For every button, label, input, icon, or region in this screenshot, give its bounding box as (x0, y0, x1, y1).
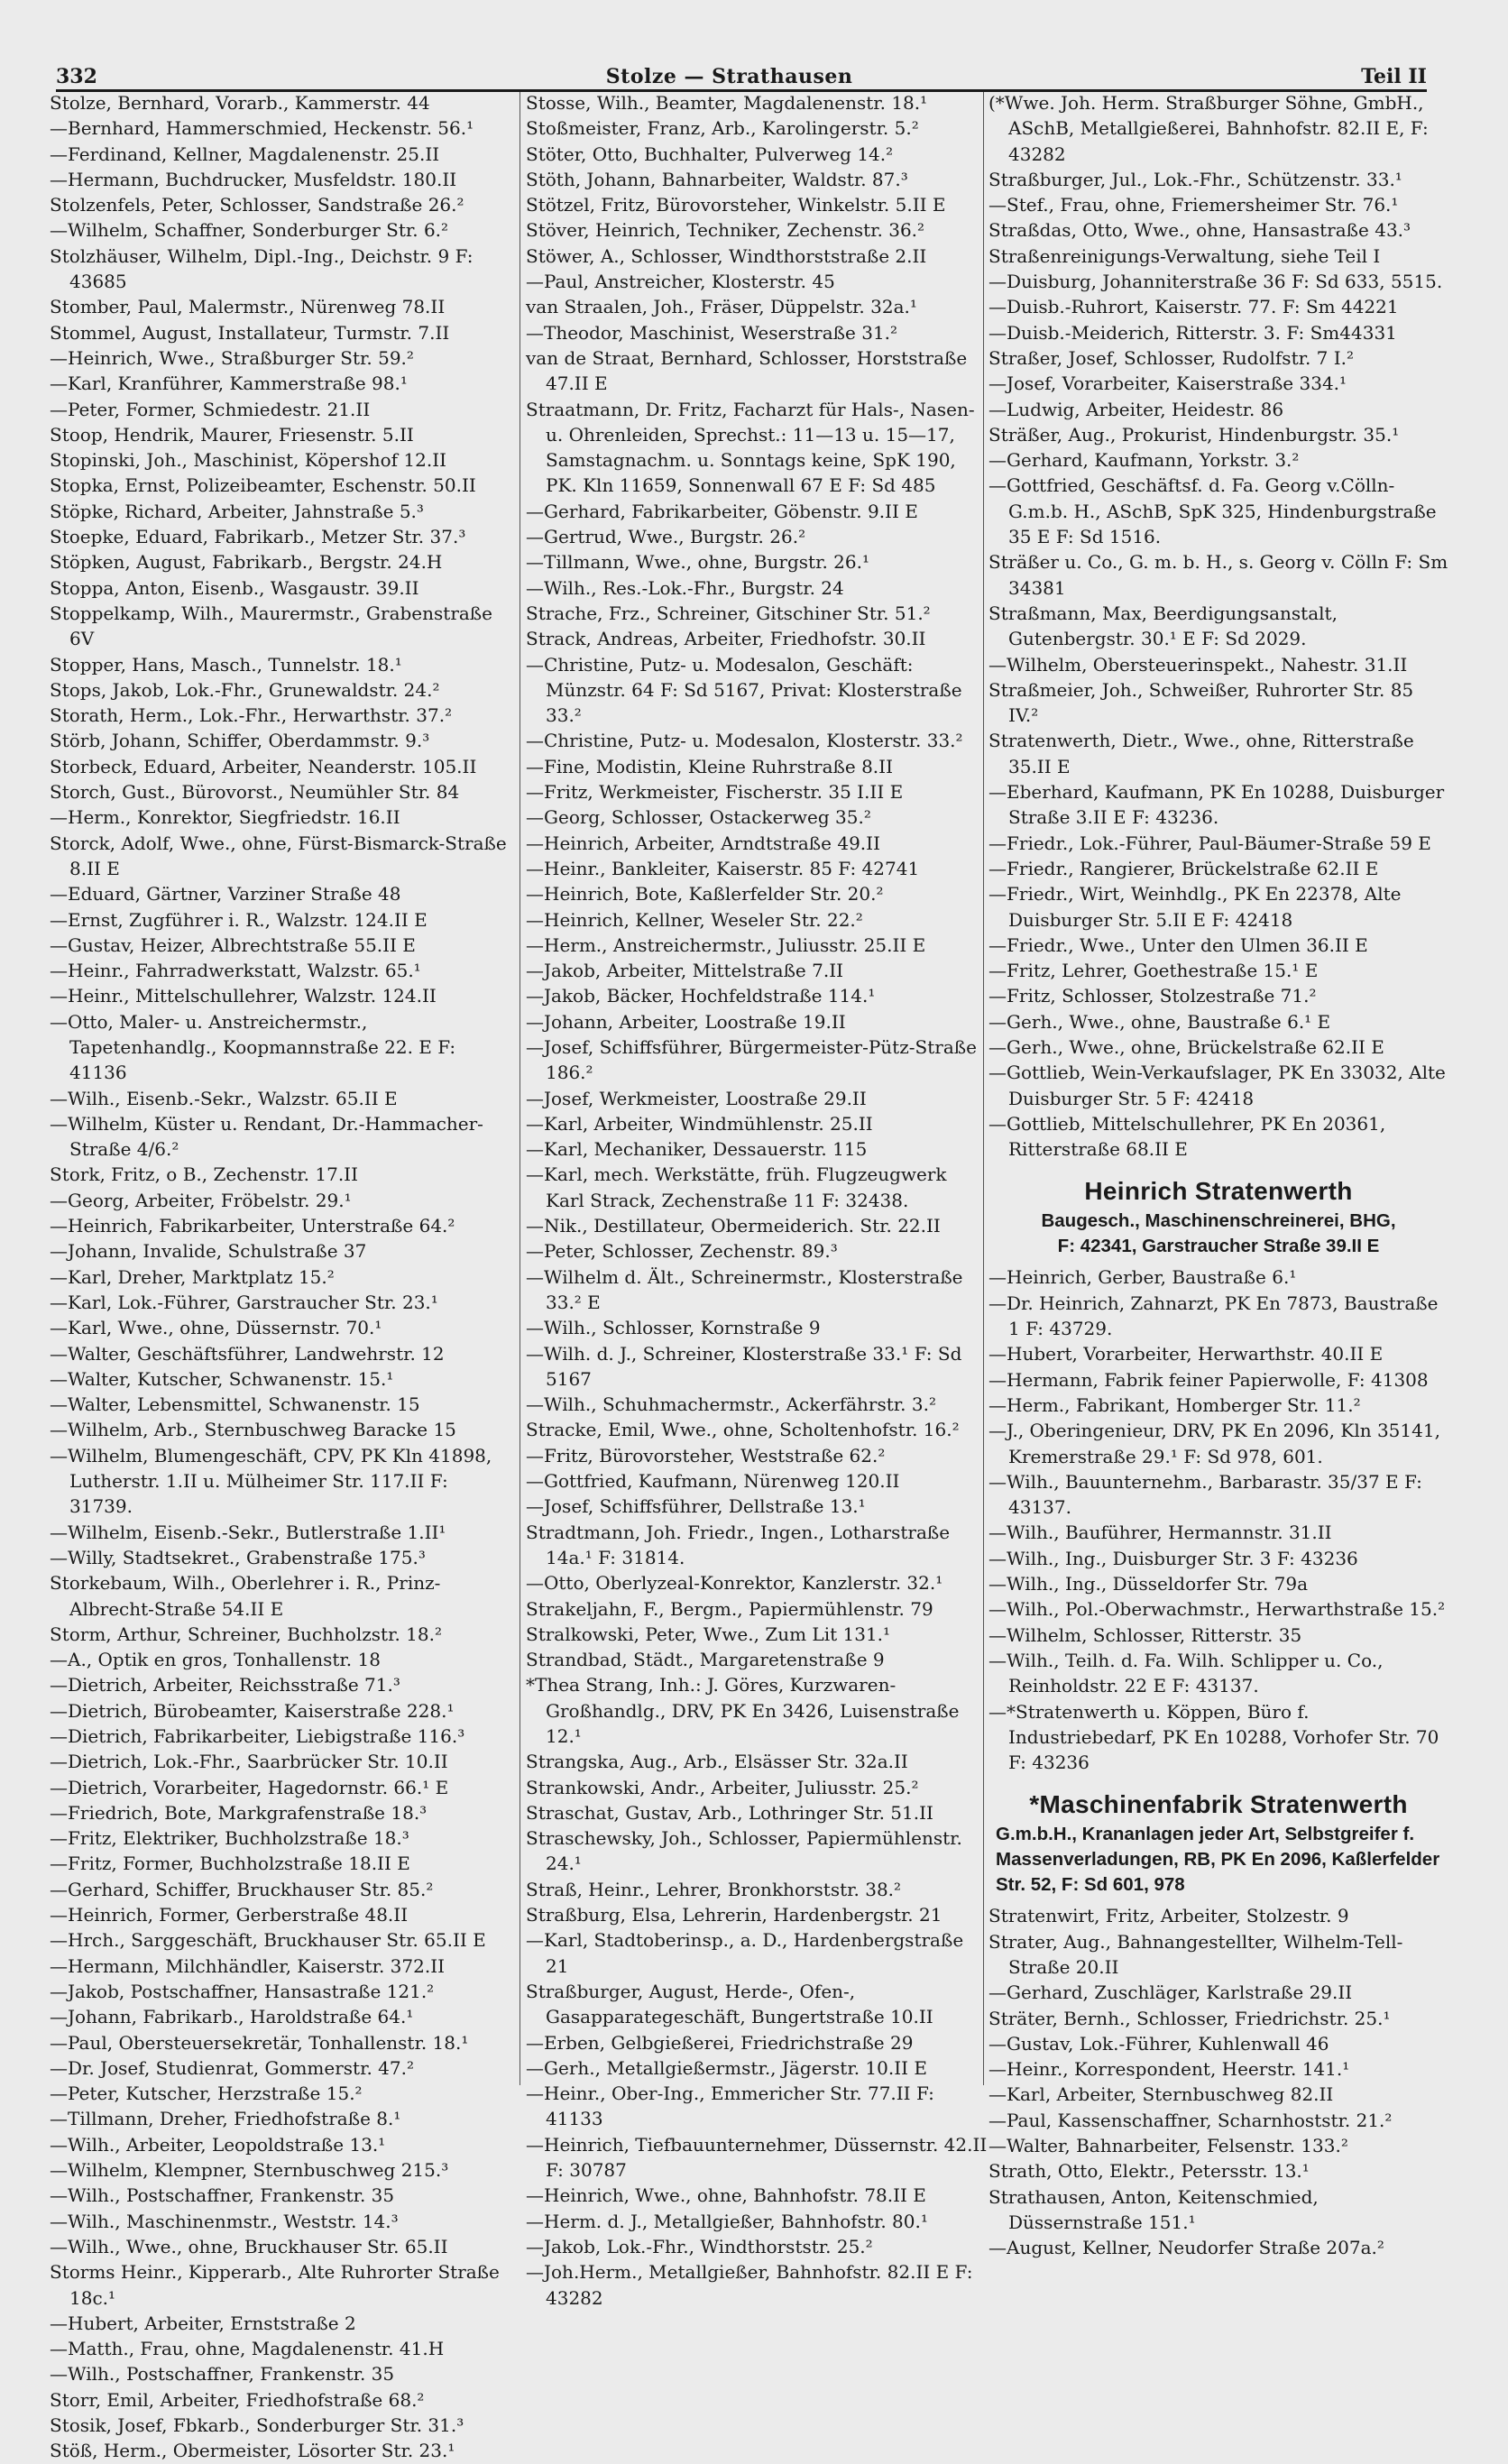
directory-entry: —Georg, Arbeiter, Fröbelstr. 29.¹ (50, 1189, 352, 1211)
directory-entry: —Herm., Anstreichermstr., Juliusstr. 25.II E (526, 933, 926, 956)
directory-entry: Stoßmeister, Franz, Arb., Karolingerstr. 5.² (526, 117, 919, 140)
directory-entry: —Josef, Vorarbeiter, Kaiserstraße 334.¹ (988, 372, 1347, 395)
ad-line: Baugesch., Maschinenschreinerei, BHG, (1041, 1210, 1396, 1232)
directory-entry: Stomber, Paul, Malermstr., Nürenweg 78.II (50, 296, 446, 318)
directory-entry: —Hrch., Sarggeschäft, Bruckhauser Str. 65.II E (50, 1929, 486, 1952)
directory-entry: Strache, Frz., Schreiner, Gitschiner Str. 51.² (526, 602, 931, 624)
directory-entry: —Heinr., Ober-Ing., Emmericher Str. 77.II F: 41133 (526, 2082, 934, 2130)
directory-entry: —Heinrich, Kellner, Weseler Str. 22.² (526, 908, 863, 931)
directory-entry: (*Wwe. Joh. Herm. Straßburger Söhne, GmbH., ASchB, Metallgießerei, Bahnhofstr. 82.II E, F: 43282 (988, 92, 1429, 165)
directory-entry: —Christine, Putz- u. Modesalon, Klosterstr. 33.² (526, 730, 963, 752)
directory-entry: —Gerhard, Schiffer, Bruckhauser Str. 85.² (50, 1878, 434, 1900)
directory-entry: —Willy, Stadtsekret., Grabenstraße 175.³ (50, 1546, 426, 1568)
directory-entry: Storch, Gust., Bürovorst., Neumühler Str. 84 (50, 781, 460, 804)
directory-entry: Stolzhäuser, Wilhelm, Dipl.-Ing., Deichstr. 9 F: 43685 (50, 244, 474, 293)
directory-entry: —Wilh., Postschaffner, Frankenstr. 35 (50, 2184, 395, 2207)
directory-entry: Straßmann, Max, Beerdigungsanstalt, Gutenbergstr. 30.¹ E F: Sd 2029. (988, 602, 1338, 650)
directory-entry: Stöver, Heinrich, Techniker, Zechenstr. 36.² (526, 219, 925, 242)
directory-entry: —Gerh., Wwe., ohne, Baustraße 6.¹ E (988, 1010, 1331, 1033)
directory-entry: —Hermann, Milchhändler, Kaiserstr. 372.II (50, 1954, 445, 1977)
directory-entry: —Heinrich, Arbeiter, Arndtstraße 49.II (526, 832, 880, 854)
directory-entry: Sträßer, Aug., Prokurist, Hindenburgstr. 35.¹ (988, 423, 1400, 446)
directory-entry: Strandbad, Städt., Margaretenstraße 9 (526, 1649, 885, 1671)
directory-entry: —Gertrud, Wwe., Burgstr. 26.² (526, 526, 806, 548)
directory-entry: —Wilhelm, Blumengeschäft, CPV, PK Kln 41898, Lutherstr. 1.II u. Mülheimer Str. 117.II F: 31739. (50, 1444, 492, 1518)
directory-entry: —*Stratenwerth u. Köppen, Büro f. Industriebedarf, PK En 10288, Vorhofer Str. 70 F: 43236 (988, 1700, 1439, 1774)
directory-entry: —Wilhelm d. Ält., Schreinermstr., Klosterstraße 33.² E (526, 1265, 963, 1313)
directory-entry: —Bernhard, Hammerschmied, Heckenstr. 56.¹ (50, 117, 474, 140)
directory-entry: —Karl, Stadtoberinsp., a. D., Hardenbergstraße 21 (526, 1929, 964, 1977)
directory-entry: —Walter, Geschäftsführer, Landwehrstr. 12 (50, 1342, 445, 1365)
directory-entry: Sträter, Bernh., Schlosser, Friedrichstr. 25.¹ (988, 2007, 1391, 2029)
column-right (988, 90, 1448, 2259)
directory-entry: Stoop, Hendrik, Maurer, Friesenstr. 5.II (50, 423, 414, 446)
directory-entry: Strater, Aug., Bahnangestellter, Wilhelm-Tell-Straße 20.II (988, 1930, 1403, 1978)
directory-entry: —Karl, Lok.-Führer, Garstraucher Str. 23.¹ (50, 1291, 438, 1313)
directory-entry: —Heinrich, Former, Gerberstraße 48.II (50, 1904, 409, 1926)
directory-entry: —Wilh., Schlosser, Kornstraße 9 (526, 1317, 821, 1339)
directory-entry: Stratenwirt, Fritz, Arbeiter, Stolzestr. 9 (988, 1905, 1349, 1927)
directory-entry: —Fritz, Werkmeister, Fischerstr. 35 I.II E (526, 781, 904, 804)
right-top-entries (988, 90, 1448, 1162)
directory-entry: —Johann, Fabrikarb., Haroldstraße 64.¹ (50, 2006, 414, 2028)
directory-entry: —Herm. d. J., Metallgießer, Bahnhofstr. 80.¹ (526, 2210, 928, 2232)
directory-entry: Stötzel, Fritz, Bürovorsteher, Winkelstr. 5.II E (526, 194, 946, 216)
directory-entry: —Nik., Destillateur, Obermeiderich. Str. 22.II (526, 1215, 941, 1237)
directory-entry: —Theodor, Maschinist, Weserstraße 31.² (526, 321, 898, 344)
directory-entry: Straßburg, Elsa, Lehrerin, Hardenbergstr. 21 (526, 1904, 942, 1926)
directory-entry: —Dr. Heinrich, Zahnarzt, PK En 7873, Baustraße 1 F: 43729. (988, 1292, 1439, 1340)
directory-entry: —Johann, Invalide, Schulstraße 37 (50, 1240, 367, 1263)
directory-entry: van Straalen, Joh., Fräser, Düppelstr. 32a.¹ (526, 296, 917, 318)
directory-entry: —Duisb.-Ruhrort, Kaiserstr. 77. F: Sm 44221 (988, 296, 1399, 318)
directory-entry: —Gerhard, Zuschläger, Karlstraße 29.II (988, 1981, 1353, 2004)
directory-entry: —Karl, Wwe., ohne, Düssernstr. 70.¹ (50, 1317, 382, 1339)
directory-entry: —Friedr., Lok.-Führer, Paul-Bäumer-Straße 59 E (988, 832, 1431, 854)
directory-entry: —Paul, Obersteuersekretär, Tonhallenstr. 18.¹ (50, 2031, 469, 2054)
directory-entry: Straßburger, August, Herde-, Ofen-, Gasapparategeschäft, Bungertstraße 10.II (526, 1980, 933, 2028)
directory-entry: —Gottfried, Geschäftsf. d. Fa. Georg v.Cölln-G.m.b. H., ASchB, SpK 325, Hindenburgstraße 35 E F: Sd 1516. (988, 474, 1437, 548)
directory-entry: Storms Heinr., Kipperarb., Alte Ruhrorter Straße 18c.¹ (50, 2261, 500, 2309)
advertisement-stratenwerth-baugeschaeft (988, 1174, 1448, 1259)
directory-entry: —Wilh., Bauunternehm., Barbarastr. 35/37 E F: 43137. (988, 1470, 1422, 1519)
directory-entry: —Gerhard, Fabrikarbeiter, Göbenstr. 9.II E (526, 500, 918, 522)
directory-entry: —Herm., Fabrikant, Homberger Str. 11.² (988, 1393, 1361, 1416)
directory-entry: —Eduard, Gärtner, Varziner Straße 48 (50, 883, 401, 906)
directory-entry: Stracke, Emil, Wwe., ohne, Scholtenhofstr. 16.² (526, 1419, 960, 1441)
directory-entry: Strath, Otto, Elektr., Petersstr. 13.¹ (988, 2160, 1310, 2183)
directory-entry: Stöpken, August, Fabrikarb., Bergstr. 24.H (50, 551, 443, 574)
page-number: 332 (56, 65, 97, 88)
ad-line: F: 42341, Garstraucher Straße 39.II E (1057, 1236, 1380, 1257)
directory-entry: —Hermann, Buchdrucker, Musfeldstr. 180.II (50, 168, 457, 190)
directory-entry: —Duisb.-Meiderich, Ritterstr. 3. F: Sm44331 (988, 321, 1397, 344)
directory-entry: Strathausen, Anton, Keitenschmied, Düssernstraße 151.¹ (988, 2185, 1319, 2233)
directory-entry: Störb, Johann, Schiffer, Oberdammstr. 9.³ (50, 730, 430, 752)
directory-entry: —Hubert, Vorarbeiter, Herwarthstr. 40.II E (988, 1343, 1384, 1365)
directory-entry: —Heinrich, Wwe., ohne, Bahnhofstr. 78.II E (526, 2184, 926, 2207)
right-bottom-entries (988, 1903, 1448, 2260)
directory-entry: —Fritz, Lehrer, Goethestraße 15.¹ E (988, 960, 1319, 982)
directory-entry: —Heinr., Korrespondent, Heerstr. 141.¹ (988, 2058, 1350, 2081)
directory-entry: —Paul, Kassenschaffner, Scharnhoststr. 21.² (988, 2109, 1393, 2131)
directory-entry: —Wilh., Pol.-Oberwachmstr., Herwarthstraße 15.² (988, 1598, 1446, 1621)
ad-company-name: *Maschinenfabrik Stratenwerth (1029, 1790, 1408, 1819)
directory-entry: —Jakob, Bäcker, Hochfeldstraße 114.¹ (526, 985, 876, 1007)
directory-entry: —Friedr., Wirt, Weinhdlg., PK En 22378, Alte Duisburger Str. 5.II E F: 42418 (988, 883, 1402, 931)
directory-entry: —Stef., Frau, ohne, Friemersheimer Str. 76.¹ (988, 194, 1399, 216)
directory-entry: —Fritz, Elektriker, Buchholzstraße 18.³ (50, 1827, 409, 1850)
directory-entry: Stöth, Johann, Bahnarbeiter, Waldstr. 87.³ (526, 168, 908, 190)
directory-entry: —Dietrich, Lok.-Fhr., Saarbrücker Str. 10.II (50, 1751, 448, 1773)
directory-entry: —Wilhelm, Obersteuerinspekt., Nahestr. 31.II (988, 653, 1408, 676)
directory-entry: —Otto, Maler- u. Anstreichermstr., Tapetenhandlg., Koopmannstraße 22. E F: 41136 (50, 1010, 456, 1084)
directory-entry: —Dr. Josef, Studienrat, Gommerstr. 47.² (50, 2056, 414, 2079)
directory-entry: —Wilh., Ing., Duisburger Str. 3 F: 43236 (988, 1547, 1358, 1569)
directory-entry: Storkebaum, Wilh., Oberlehrer i. R., Prinz-Albrecht-Straße 54.II E (50, 1572, 441, 1620)
directory-entry: Straschewsky, Joh., Schlosser, Papiermühlenstr. 24.¹ (526, 1827, 962, 1875)
directory-entry: Stratenwerth, Dietr., Wwe., ohne, Ritterstraße 35.II E (988, 730, 1414, 777)
directory-entry: —Heinr., Fahrradwerkstatt, Walzstr. 65.¹ (50, 960, 421, 982)
directory-entry: Stosse, Wilh., Beamter, Magdalenenstr. 18.¹ (526, 92, 928, 114)
directory-entry: —Wilh., Postschaffner, Frankenstr. 35 (50, 2363, 395, 2386)
directory-entry: —Walter, Bahnarbeiter, Felsenstr. 133.² (988, 2135, 1348, 2157)
directory-entry: —Hubert, Arbeiter, Ernststraße 2 (50, 2312, 356, 2334)
directory-entry: —Christine, Putz- u. Modesalon, Geschäft: Münzstr. 64 F: Sd 5167, Privat: Klosterstraße 33.² (526, 653, 962, 727)
directory-entry: Stolze, Bernhard, Vorarb., Kammerstr. 44 (50, 92, 430, 114)
directory-entry: —Wilh., Wwe., ohne, Bruckhauser Str. 65.II (50, 2235, 448, 2257)
directory-entry: —Friedrich, Bote, Markgrafenstraße 18.³ (50, 1801, 428, 1824)
directory-entry: —Karl, Mechaniker, Dessauerstr. 115 (526, 1138, 868, 1161)
directory-entry: —Johann, Arbeiter, Loostraße 19.II (526, 1010, 846, 1033)
directory-entry: Stopka, Ernst, Polizeibeamter, Eschenstr. 50.II (50, 474, 476, 497)
directory-entry: —Josef, Werkmeister, Loostraße 29.II (526, 1087, 867, 1109)
directory-entry: —Peter, Schlosser, Zechenstr. 89.³ (526, 1240, 838, 1263)
directory-entry: —Gottfried, Kaufmann, Nürenweg 120.II (526, 1470, 900, 1493)
directory-entry: Straßer, Josef, Schlosser, Rudolfstr. 7 I.² (988, 346, 1355, 369)
directory-entry: Stops, Jakob, Lok.-Fhr., Grunewaldstr. 24.² (50, 678, 440, 701)
directory-entry: —Wilhelm, Arb., Sternbuschweg Baracke 15 (50, 1419, 456, 1441)
directory-entry: —Karl, Arbeiter, Windmühlenstr. 25.II (526, 1112, 873, 1135)
page-header (56, 47, 1427, 88)
part-label: Teil II (1361, 65, 1427, 88)
directory-entry: Straatmann, Dr. Fritz, Facharzt für Hals-, Nasen- u. Ohrenleiden, Sprechst.: 11—13 u. 15—17, Samstagnachm. u. Sonntags keine, SpK 190, PK. Kln 11659, Sonnenwall 67 E F: Sd 485 (526, 398, 975, 497)
directory-entry: —Heinr., Mittelschullehrer, Walzstr. 124.II (50, 985, 437, 1007)
directory-entry: —Ernst, Zugführer i. R., Walzstr. 124.II E (50, 908, 428, 931)
directory-entry: Storr, Emil, Arbeiter, Friedhofstraße 68.² (50, 2388, 425, 2411)
directory-entry: —Gustav, Heizer, Albrechtstraße 55.II E (50, 933, 416, 956)
directory-entry: —Karl, mech. Werkstätte, früh. Flugzeugwerk Karl Strack, Zechenstraße 11 F: 32438. (526, 1163, 947, 1211)
column-middle (526, 90, 990, 2309)
directory-entry: van de Straat, Bernhard, Schlosser, Horststraße 47.II E (526, 346, 968, 395)
directory-entry: —Wilhelm, Klempner, Sternbuschweg 215.³ (50, 2159, 449, 2182)
column-left (50, 90, 517, 2462)
directory-entry: —Gerh., Wwe., ohne, Brückelstraße 62.II E (988, 1035, 1384, 1058)
directory-entry: —Peter, Kutscher, Herzstraße 15.² (50, 2082, 363, 2105)
directory-entry: —Erben, Gelbgießerei, Friedrichstraße 29 (526, 2031, 914, 2054)
directory-entry: —Dietrich, Vorarbeiter, Hagedornstr. 66.¹ E (50, 1776, 449, 1798)
directory-entry: —Georg, Schlosser, Ostackerweg 35.² (526, 806, 871, 829)
directory-entry: Stopper, Hans, Masch., Tunnelstr. 18.¹ (50, 653, 402, 676)
directory-entry: —A., Optik en gros, Tonhallenstr. 18 (50, 1649, 381, 1671)
directory-entry: —Gustav, Lok.-Führer, Kuhlenwall 46 (988, 2032, 1329, 2055)
directory-entry: Stoepke, Eduard, Fabrikarb., Metzer Str. 37.³ (50, 526, 466, 548)
directory-entry: —Karl, Kranführer, Kammerstraße 98.¹ (50, 372, 408, 395)
directory-entry: —Josef, Schiffsführer, Dellstraße 13.¹ (526, 1495, 866, 1518)
directory-entry: —Jakob, Arbeiter, Mittelstraße 7.II (526, 960, 844, 982)
directory-entry: —Wilh., Ing., Düsseldorfer Str. 79a (988, 1573, 1309, 1595)
directory-entry: Stralkowski, Peter, Wwe., Zum Lit 131.¹ (526, 1623, 891, 1645)
directory-entry: —Gerh., Metallgießermstr., Jägerstr. 10.II E (526, 2056, 927, 2079)
directory-entry: Stöpke, Richard, Arbeiter, Jahnstraße 5.³ (50, 500, 424, 522)
directory-entry: —Jakob, Lok.-Fhr., Windthorststr. 25.² (526, 2235, 873, 2257)
directory-entry: Straßburger, Jul., Lok.-Fhr., Schützenstr. 33.¹ (988, 168, 1402, 190)
directory-entry: —Wilh. d. J., Schreiner, Klosterstraße 33.¹ F: Sd 5167 (526, 1342, 962, 1390)
directory-entry: —Dietrich, Bürobeamter, Kaiserstraße 228.¹ (50, 1699, 455, 1722)
directory-entry: —Peter, Former, Schmiedestr. 21.II (50, 398, 371, 420)
advertisement-maschinenfabrik (988, 1788, 1448, 1898)
directory-entry: —Karl, Dreher, Marktplatz 15.² (50, 1265, 335, 1288)
directory-entry: —Heinrich, Gerber, Baustraße 6.¹ (988, 1266, 1297, 1289)
directory-entry: Straschat, Gustav, Arb., Lothringer Str. 51.II (526, 1801, 933, 1824)
directory-entry: —Walter, Kutscher, Schwanenstr. 15.¹ (50, 1367, 394, 1390)
directory-entry: —Wilh., Res.-Lok.-Fhr., Burgstr. 24 (526, 576, 844, 599)
directory-entry: —Wilhelm, Eisenb.-Sekr., Butlerstraße 1.II¹ (50, 1521, 446, 1543)
directory-entry: Storm, Arthur, Schreiner, Buchholzstr. 18.² (50, 1623, 442, 1645)
directory-entry: Storath, Herm., Lok.-Fhr., Herwarthstr. 37.² (50, 704, 453, 727)
directory-entry: —Heinrich, Fabrikarbeiter, Unterstraße 64.² (50, 1215, 455, 1237)
directory-entry: —Gottlieb, Wein-Verkaufslager, PK En 33032, Alte Duisburger Str. 5 F: 42418 (988, 1062, 1446, 1109)
directory-entry: —Eberhard, Kaufmann, PK En 10288, Duisburger Straße 3.II E F: 43236. (988, 781, 1445, 829)
directory-entry: —Wilh., Schuhmachermstr., Ackerfährstr. 3.² (526, 1393, 936, 1416)
directory-entry: —Ludwig, Arbeiter, Heidestr. 86 (988, 398, 1284, 420)
directory-entry: —Wilhelm, Küster u. Rendant, Dr.-Hammacher-Straße 4/6.² (50, 1112, 483, 1161)
directory-entry: —Herm., Konrektor, Siegfriedstr. 16.II (50, 806, 400, 829)
directory-entry: —Gottlieb, Mittelschullehrer, PK En 20361, Ritterstraße 68.II E (988, 1112, 1386, 1161)
directory-entry: —Ferdinand, Kellner, Magdalenenstr. 25.II (50, 143, 440, 165)
directory-entry: —Walter, Lebensmittel, Schwanenstr. 15 (50, 1393, 420, 1416)
directory-entry: —August, Kellner, Neudorfer Straße 207a.² (988, 2237, 1384, 2259)
directory-entry: —Josef, Schiffsführer, Bürgermeister-Pütz-Straße 186.² (526, 1035, 977, 1084)
directory-entry: —Fritz, Bürovorsteher, Weststraße 62.² (526, 1444, 886, 1466)
directory-entry: *Thea Strang, Inh.: J. Göres, Kurzwaren-Großhandlg., DRV, PK En 3426, Luisenstraße 12.¹ (526, 1674, 960, 1747)
directory-entry: —Heinr., Bankleiter, Kaiserstr. 85 F: 42741 (526, 857, 920, 879)
directory-entry: —Fritz, Former, Buchholzstraße 18.II E (50, 1853, 410, 1875)
directory-entry: —Wilh., Maschinenmstr., Weststr. 14.³ (50, 2210, 399, 2232)
page-title: Stolze — Strathausen (605, 65, 853, 88)
directory-entry: Straßdas, Otto, Wwe., ohne, Hansastraße 43.³ (988, 219, 1411, 242)
directory-entry: —Otto, Oberlyzeal-Konrektor, Kanzlerstr. 32.¹ (526, 1572, 943, 1595)
directory-entry: —Joh.Herm., Metallgießer, Bahnhofstr. 82.II E F: 43282 (526, 2261, 973, 2309)
directory-entry: Strankowski, Andr., Arbeiter, Juliusstr. 25.² (526, 1776, 919, 1798)
ad-line: G.m.b.H., Krananlagen jeder Art, Selbstgreifer f. Massenverladungen, RB, PK En 2096, Kaßlerfelder Str. 52, F: Sd 601, 978 (996, 1824, 1440, 1896)
directory-entry: Strangska, Aug., Arb., Elsässer Str. 32a.II (526, 1751, 908, 1773)
directory-entry: —Tillmann, Wwe., ohne, Burgstr. 26.¹ (526, 551, 869, 574)
directory-entry: —Paul, Anstreicher, Klosterstr. 45 (526, 271, 835, 293)
directory-entry: Strack, Andreas, Arbeiter, Friedhofstr. 30.II (526, 628, 926, 650)
directory-entry: —Wilh., Teilh. d. Fa. Wilh. Schlipper u. Co., Reinholdstr. 22 E F: 43137. (988, 1649, 1384, 1697)
directory-entry: —Dietrich, Fabrikarbeiter, Liebigstraße 116.³ (50, 1725, 465, 1747)
directory-entry: Stöter, Otto, Buchhalter, Pulverweg 14.² (526, 143, 894, 165)
directory-entry: Storbeck, Eduard, Arbeiter, Neanderstr. 105.II (50, 755, 477, 777)
directory-entry: Stoppa, Anton, Eisenb., Wasgaustr. 39.II (50, 576, 419, 599)
directory-entry: Straßenreinigungs-Verwaltung, siehe Teil I (988, 244, 1381, 267)
directory-entry: —Gerhard, Kaufmann, Yorkstr. 3.² (988, 449, 1300, 472)
directory-entry: —Heinrich, Bote, Kaßlerfelder Str. 20.² (526, 883, 884, 906)
directory-entry: Sträßer u. Co., G. m. b. H., s. Georg v. Cölln F: Sm 34381 (988, 551, 1448, 599)
directory-entry: Stradtmann, Joh. Friedr., Ingen., Lotharstraße 14a.¹ F: 31814. (526, 1521, 951, 1568)
directory-entry: Stolzenfels, Peter, Schlosser, Sandstraße 26.² (50, 194, 464, 216)
directory-entry: Straßmeier, Joh., Schweißer, Ruhrorter Str. 85 IV.² (988, 678, 1414, 727)
directory-entry: Stoppelkamp, Wilh., Maurermstr., Grabenstraße 6V (50, 602, 492, 650)
directory-entry: —Wilhelm, Schaffner, Sonderburger Str. 6.² (50, 219, 449, 242)
directory-entry: Stommel, August, Installateur, Turmstr. 7.II (50, 321, 450, 344)
directory-entry: —Karl, Arbeiter, Sternbuschweg 82.II (988, 2083, 1334, 2106)
directory-entry: Storck, Adolf, Wwe., ohne, Fürst-Bismarck-Straße 8.II E (50, 832, 507, 879)
directory-entry: —Friedr., Rangierer, Brückelstraße 62.II E (988, 857, 1379, 879)
directory-entry: —Heinrich, Tiefbauunternehmer, Düssernstr. 42.II F: 30787 (526, 2133, 988, 2182)
directory-entry: Strakeljahn, F., Bergm., Papiermühlenstr. 79 (526, 1597, 933, 1620)
directory-entry: Stöwer, A., Schlosser, Windthorststraße 2.II (526, 244, 927, 267)
directory-entry: —Wilh., Bauführer, Hermannstr. 31.II (988, 1522, 1332, 1544)
directory-entry: —Friedr., Wwe., Unter den Ulmen 36.II E (988, 933, 1368, 956)
directory-entry: Stosik, Josef, Fbkarb., Sonderburger Str. 31.³ (50, 2414, 464, 2437)
directory-entry: Stork, Fritz, o B., Zechenstr. 17.II (50, 1163, 358, 1186)
directory-entry: —Jakob, Postschaffner, Hansastraße 121.² (50, 1980, 435, 2002)
directory-entry: —Fine, Modistin, Kleine Ruhrstraße 8.II (526, 755, 893, 777)
directory-entry: —Fritz, Schlosser, Stolzestraße 71.² (988, 985, 1317, 1007)
directory-entry: —Heinrich, Wwe., Straßburger Str. 59.² (50, 346, 414, 369)
directory-entry: Stöß, Herm., Obermeister, Lösorter Str. 23.¹ (50, 2440, 455, 2462)
directory-entry: —Matth., Frau, ohne, Magdalenenstr. 41.H (50, 2338, 445, 2360)
directory-entry: —Duisburg, Johanniterstraße 36 F: Sd 633, 5515. (988, 271, 1443, 293)
directory-entry: —J., Oberingenieur, DRV, PK En 2096, Kln 35141, Kremerstraße 29.¹ F: Sd 978, 601. (988, 1420, 1440, 1467)
directory-entry: —Wilhelm, Schlosser, Ritterstr. 35 (988, 1623, 1302, 1646)
right-mid-entries (988, 1264, 1448, 1775)
directory-entry: —Dietrich, Arbeiter, Reichsstraße 71.³ (50, 1674, 400, 1696)
directory-entry: —Hermann, Fabrik feiner Papierwolle, F: 41308 (988, 1368, 1429, 1391)
directory-entry: —Wilh., Arbeiter, Leopoldstraße 13.¹ (50, 2133, 386, 2156)
directory-entry: Straß, Heinr., Lehrer, Bronkhorststr. 38.² (526, 1878, 902, 1900)
directory-entry: —Wilh., Eisenb.-Sekr., Walzstr. 65.II E (50, 1087, 398, 1109)
directory-entry: Stopinski, Joh., Maschinist, Köpershof 12.II (50, 449, 446, 472)
ad-company-name: Heinrich Stratenwerth (1084, 1177, 1353, 1206)
directory-entry: —Tillmann, Dreher, Friedhofstraße 8.¹ (50, 2108, 401, 2130)
